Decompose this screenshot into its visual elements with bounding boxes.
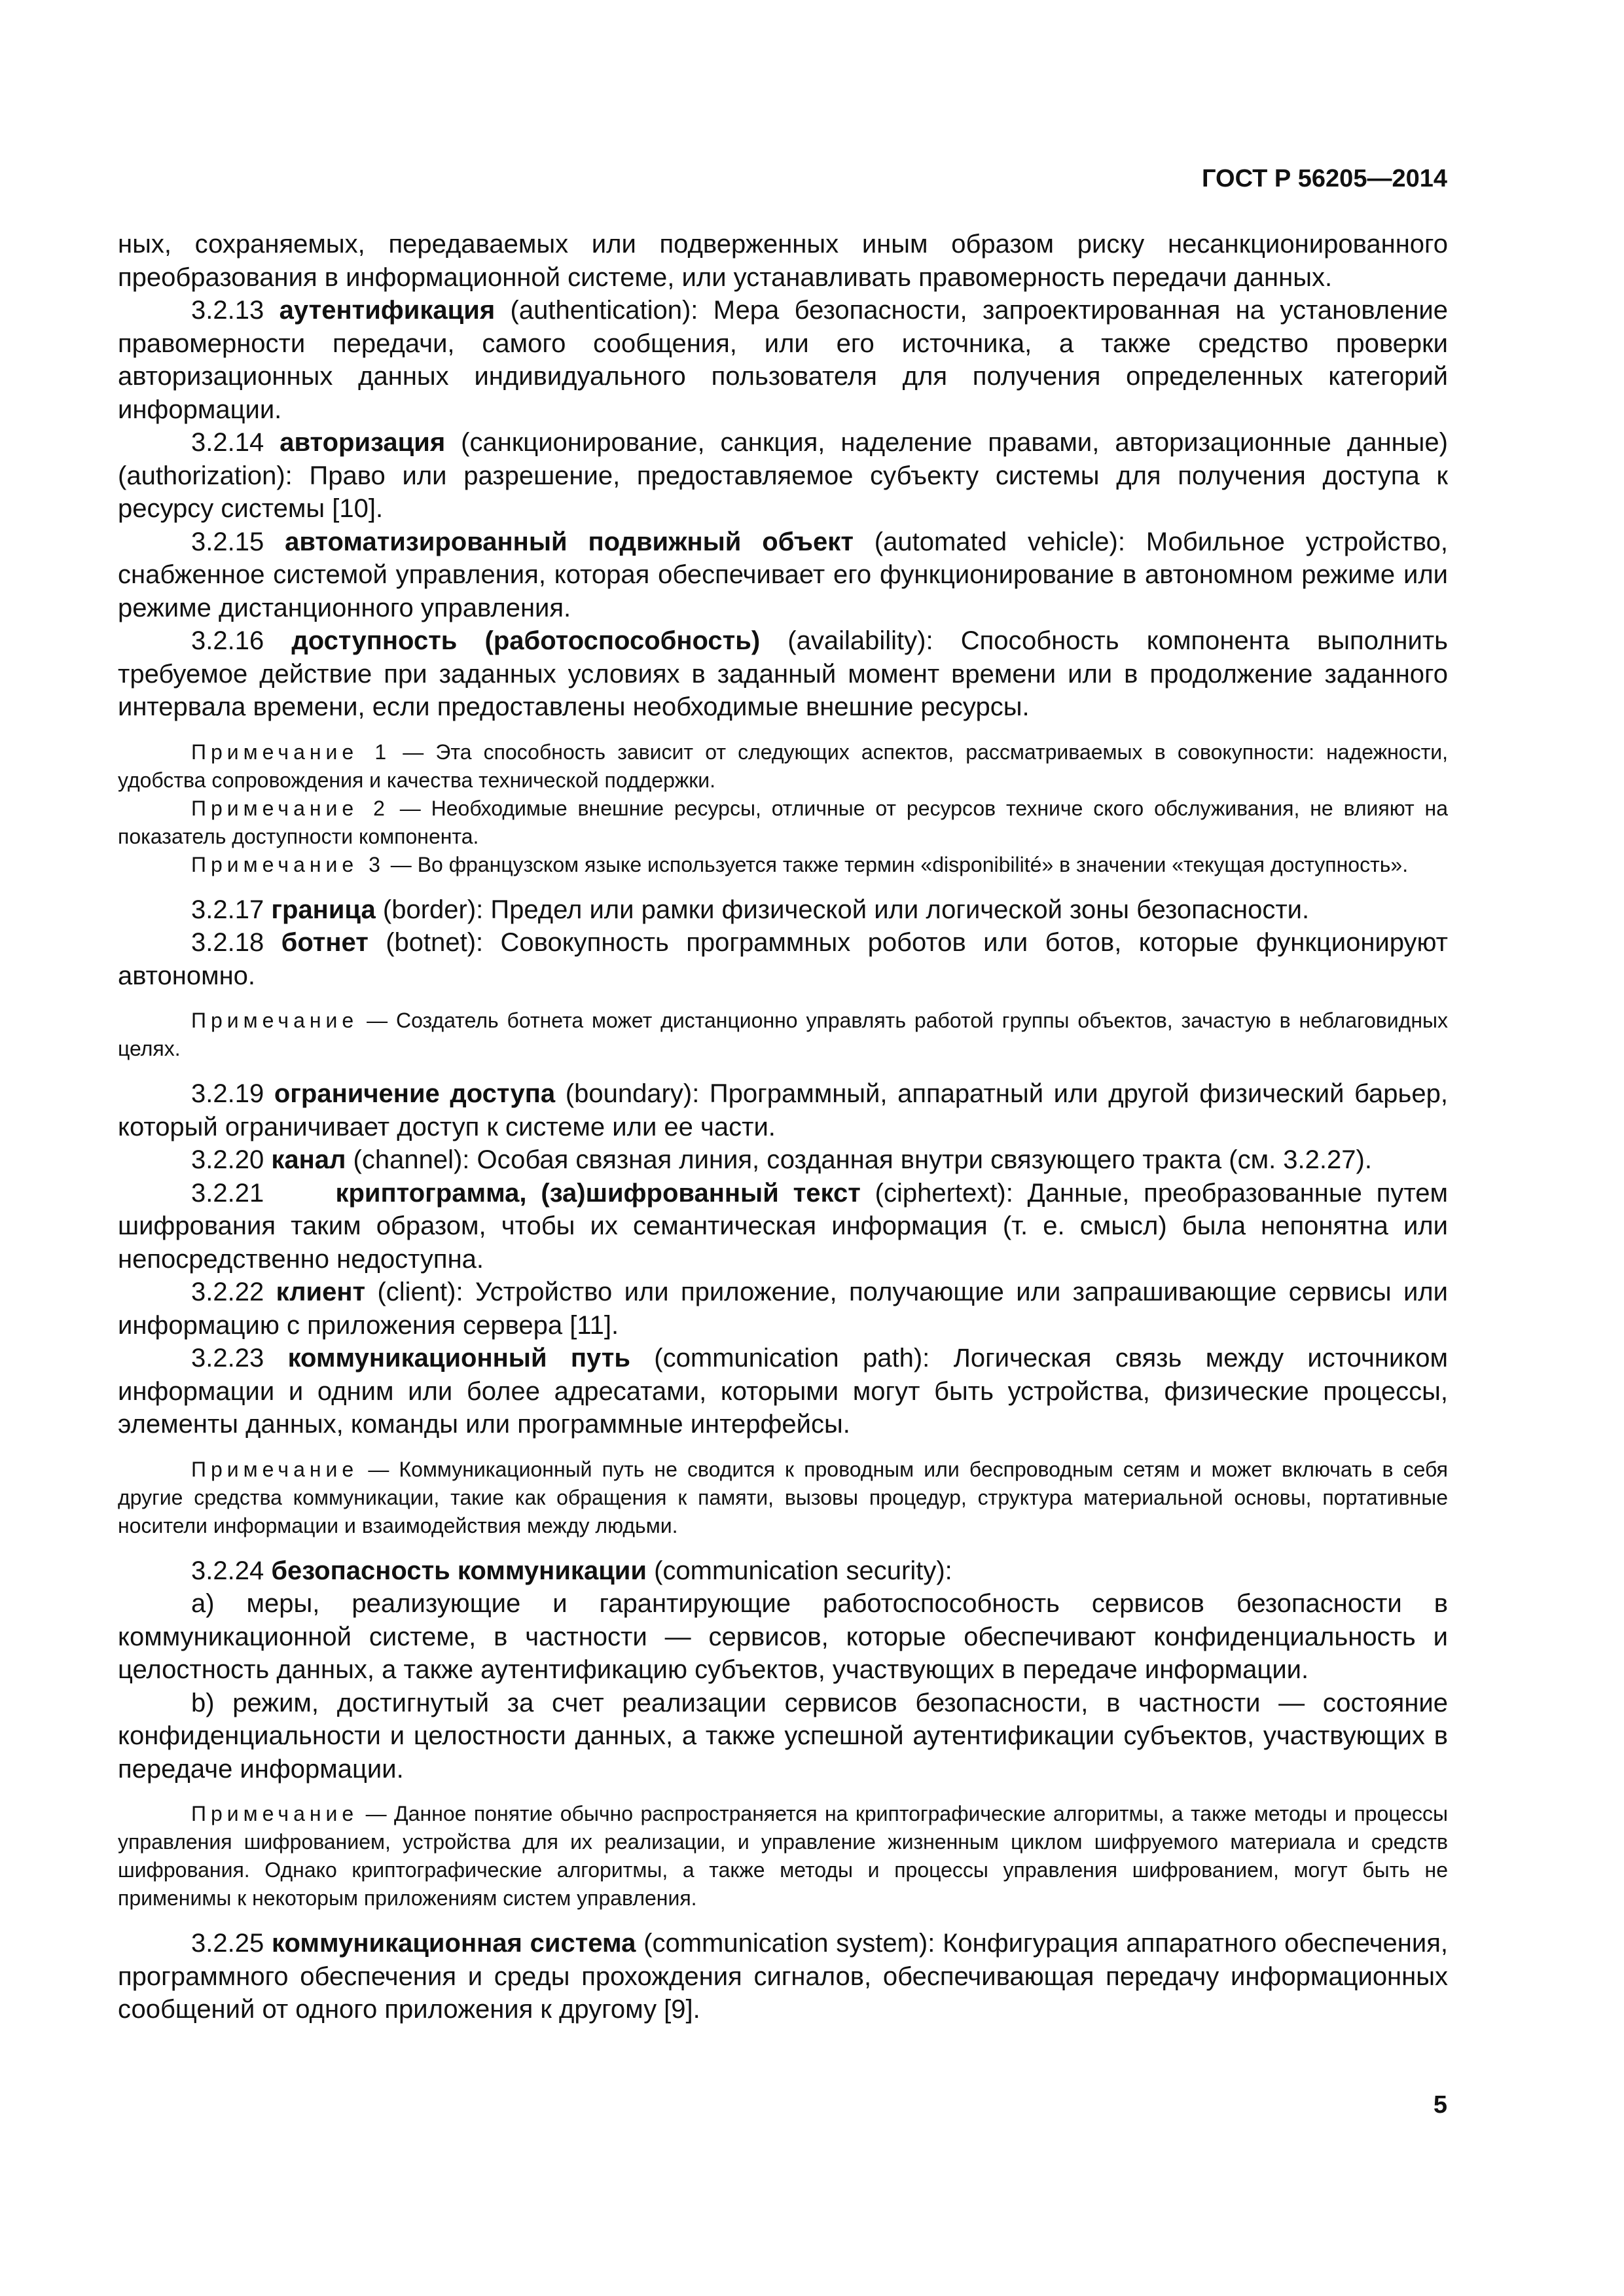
term-3-2-14 [118,426,1448,526]
term-3-2-13 [118,294,1448,426]
term-definition: (border): Предел или рамки физической или логической зоны безопасности. [375,895,1310,924]
term-name: коммуникационный путь [287,1344,630,1372]
term-definition: (availability): Способность компонента выполнить требуемое действие при заданных условиях в заданный момент времени или в продолжение заданного интервала времени, если предоставлены необходимые внешние ресурсы. [118,626,1448,721]
document-body [118,228,1448,2026]
term-definition: (санкционирование, санкция, наделение правами, авторизационные данные) (authorization): Право или разрешение, предоставляемое субъекту системы для получения доступа к ресурсу системы [10]. [118,428,1448,523]
term-3-2-20 [118,1143,1448,1177]
note [118,1456,1448,1540]
term-number: 3.2.17 [191,895,264,924]
note-label: Примечание 1 [191,740,391,764]
term-number: 3.2.20 [191,1145,264,1174]
term-3-2-17 [118,893,1448,927]
term-number: 3.2.22 [191,1278,264,1306]
note-text: — Создатель ботнета может дистанционно управлять работой группы объектов, зачастую в неблаговидных целях. [118,1009,1448,1060]
notes-3-2-16 [118,738,1448,879]
term-3-2-16 [118,624,1448,724]
term-definition: (authentication): Мера безопасности, запроектированная на установление правомерности передачи, самого сообщения, или его источника, а также средство проверки авторизационных данных индивидуального пользователя для получения определенных категорий информации. [118,296,1448,424]
note-text: — Необходимые внешние ресурсы, отличные от ресурсов техниче ского обслуживания, не влияют на показатель доступности компонента. [118,796,1449,848]
term-name: безопасность коммуникации [271,1556,647,1585]
term-name: коммуникационная система [272,1929,636,1958]
term-name: доступность (работоспособность) [291,626,761,655]
term-3-2-18 [118,926,1448,992]
note [118,738,1448,795]
note [118,1800,1448,1912]
term-3-2-24-item-a: a) меры, реализующие и гарантирующие работоспособность сервисов безопасности в коммуникационной системе, в частности — сервисов, которые обеспечивают конфиденциальность и целостность данных, а также аутентификацию субъектов, участвующих в передаче информации. [118,1589,1448,1684]
term-definition: (botnet): Совокупность программных роботов или ботов, которые функционируют автономно. [118,928,1448,990]
notes-3-2-18 [118,1007,1448,1063]
term-name: клиент [276,1278,366,1306]
term-name: криптограмма, (за)шифрованный текст [335,1178,861,1208]
note-text: — Эта способность зависит от следующих аспектов, рассматриваемых в совокупности: надежности, удобства сопровождения и качества технической поддержки. [118,740,1449,792]
term-definition: (communication security): [646,1556,952,1585]
term-name: ограничение доступа [274,1079,556,1108]
term-3-2-23 [118,1342,1448,1441]
term-name: аутентификация [279,296,496,325]
term-3-2-19 [118,1077,1448,1143]
note-text: — Данное понятие обычно распространяется на криптографические алгоритмы, а также методы и процессы управления шифрованием, устройства для их реализации, и управление жизненным циклом шифруемого материала и средств шифрования. Однако криптографические алгоритмы, а также методы и процессы управления шифрованием, могут быть не применимы к некоторым приложениям систем управления. [118,1802,1448,1910]
notes-3-2-24 [118,1800,1448,1912]
note-text: — Коммуникационный путь не сводится к проводным или беспроводным сетям и может включать в себя другие средства коммуникации, такие как обращения к памяти, вызовы процедур, структура материальной основы, портативные носители информации и взаимодействия между людьми. [118,1457,1448,1537]
term-number: 3.2.24 [191,1556,264,1585]
term-definition: (communication system): Конфигурация аппаратного обеспечения, программного обеспечения и среды прохождения сигналов, обеспечивающая передачу информационных сообщений от одного приложения к другому [9]. [118,1929,1448,2024]
note-label: Примечание 3 [191,852,385,876]
term-3-2-21 [118,1177,1448,1276]
note-label: Примечание [191,1802,359,1825]
term-number: 3.2.15 [191,527,264,556]
term-number: 3.2.18 [191,928,264,957]
term-definition: (boundary): Программный, аппаратный или другой физический барьер, который ограничивает доступ к системе или ее части. [118,1079,1448,1141]
term-name: автоматизированный подвижный объект [285,527,854,556]
term-3-2-25 [118,1927,1448,2026]
note-label: Примечание [191,1457,359,1481]
term-name: авторизация [280,428,446,457]
notes-3-2-23 [118,1456,1448,1540]
note-label: Примечание [191,1009,359,1032]
term-number: 3.2.25 [191,1929,264,1958]
term-number: 3.2.19 [191,1079,264,1108]
term-number: 3.2.16 [191,626,264,655]
term-name: канал [271,1145,346,1174]
note [118,851,1448,879]
note [118,1007,1448,1063]
note-label: Примечание 2 [191,796,389,820]
term-definition: (communication path): Логическая связь между источником информации и одним или более адресатами, которыми могут быть устройства, физические процессы, элементы данных, команды или программные интерфейсы. [118,1344,1448,1439]
term-number: 3.2.21 [191,1178,264,1208]
page-number: 5 [1433,2091,1447,2119]
document-header: ГОСТ Р 56205—2014 [1202,165,1447,192]
paragraph-continuation: ных, сохраняемых, передаваемых или подверженных иным образом риску несанкционированного преобразования в информационной системе, или устанавливать правомерность передачи данных. [118,230,1448,292]
term-number: 3.2.23 [191,1344,264,1372]
term-definition: (client): Устройство или приложение, получающие или запрашивающие сервисы или информацию с приложения сервера [11]. [118,1278,1448,1340]
term-definition: (automated vehicle): Мобильное устройство, снабженное системой управления, которая обеспечивает его функционирование в автономном режиме или режиме дистанционного управления. [118,527,1448,622]
term-3-2-22 [118,1276,1448,1342]
term-3-2-24 [118,1554,1448,1588]
term-name: ботнет [281,928,369,957]
term-number: 3.2.14 [191,428,264,457]
term-name: граница [271,895,376,924]
note-text: — Во французском языке используется также термин «disponibilité» в значении «текущая доступность». [384,852,1409,876]
term-3-2-15 [118,526,1448,625]
term-3-2-24-item-b: b) режим, достигнутый за счет реализации сервисов безопасности, в частности — состояние конфиденциальности и целостности данных, а также успешной аутентификации субъектов, участвующих в передаче информации. [118,1688,1448,1784]
term-definition: (channel): Особая связная линия, созданная внутри связующего тракта (см. 3.2.27). [346,1145,1372,1174]
term-definition: (ciphertext): Данные, преобразованные путем шифрования таким образом, чтобы их семантическая информация (т. е. смысл) была непонятна или непосредственно недоступна. [118,1178,1448,1274]
note [118,795,1448,851]
term-number: 3.2.13 [191,296,264,325]
